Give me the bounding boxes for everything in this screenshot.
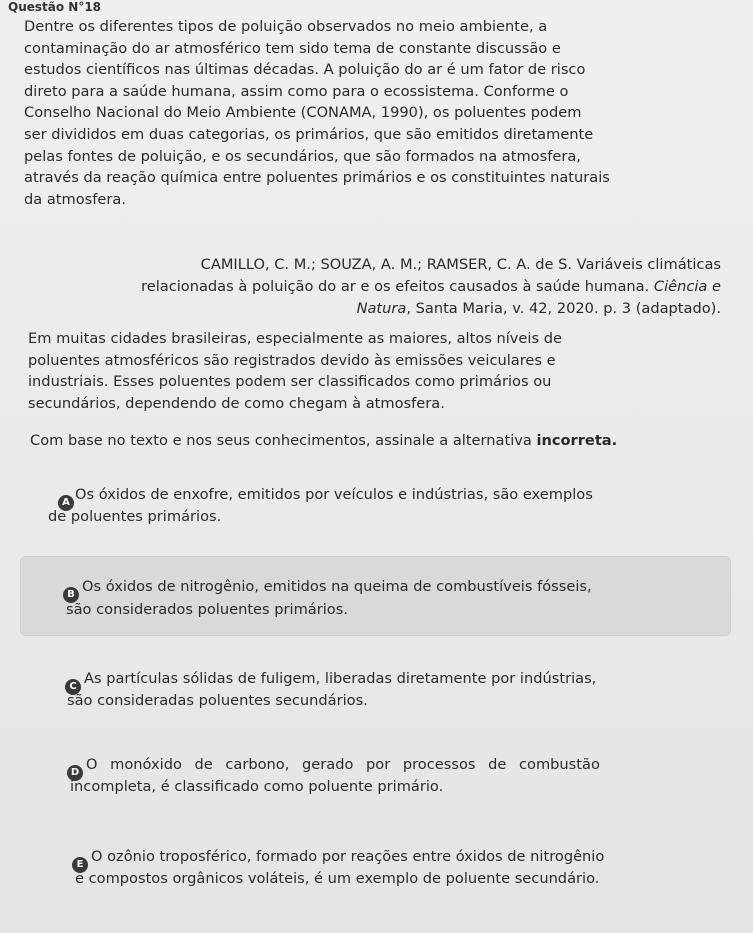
- intro-line: pelas fontes de poluição, e os secundários, que são formados na atmosfera,: [24, 147, 581, 165]
- option-line: Os óxidos de enxofre, emitidos por veículos e indústrias, são exemplos: [75, 486, 593, 503]
- option-text: [82, 576, 592, 598]
- option-text: [66, 599, 348, 621]
- reference-citation: [31, 254, 721, 320]
- context-line: industriais. Esses poluentes podem ser classificados como primários ou: [28, 373, 552, 391]
- option-line: O monóxido de carbono, gerado por processos de combustão: [86, 756, 600, 773]
- option-letter-badge: B: [63, 587, 79, 603]
- option-text: [75, 484, 593, 506]
- context-paragraph: [28, 328, 734, 414]
- option-text: [84, 668, 596, 690]
- option-letter-badge: A: [58, 495, 74, 511]
- option-text: [70, 776, 443, 798]
- option-line: As partículas sólidas de fuligem, liberadas diretamente por indústrias,: [84, 670, 597, 687]
- option-b[interactable]: [0, 556, 753, 636]
- reference-text: relacionadas à poluição do ar e os efeitos causados à saúde humana.: [141, 278, 654, 295]
- reference-line: CAMILLO, C. M.; SOUZA, A. M.; RAMSER, C. A. de S. Variáveis climáticas: [200, 256, 721, 273]
- option-d[interactable]: [0, 754, 753, 804]
- option-c[interactable]: [0, 668, 753, 718]
- context-line: secundários, dependendo de como chegam à atmosfera.: [28, 394, 445, 412]
- intro-paragraph: [24, 16, 736, 210]
- reference-journal: Ciência e: [653, 278, 721, 295]
- intro-line: Dentre os diferentes tipos de poluição observados no meio ambiente, a: [24, 18, 548, 35]
- reference-line: [31, 276, 721, 298]
- intro-line: estudos científicos nas últimas décadas. A poluição do ar é um fator de risco: [24, 61, 586, 79]
- option-text: [75, 868, 599, 890]
- option-line: Os óxidos de nitrogênio, emitidos na queima de combustíveis fósseis,: [82, 578, 592, 595]
- intro-line: ser divididos em duas categorias, os primários, que são emitidos diretamente: [24, 125, 594, 143]
- option-a[interactable]: [0, 484, 753, 534]
- option-text: [67, 690, 368, 712]
- reference-text: , Santa Maria, v. 42, 2020. p. 3 (adaptado).: [406, 300, 721, 317]
- intro-line: da atmosfera.: [24, 190, 126, 208]
- option-e[interactable]: [0, 846, 753, 896]
- question-instruction: [30, 432, 617, 449]
- instruction-emphasis: incorreta.: [536, 432, 618, 449]
- intro-line: contaminação do ar atmosférico tem sido tema de constante discussão e: [24, 39, 561, 57]
- option-line: de poluentes primários.: [48, 508, 222, 525]
- option-line: são considerados poluentes primários.: [66, 601, 348, 618]
- instruction-text: Com base no texto e nos seus conhecimentos, assinale a alternativa: [30, 432, 537, 449]
- intro-line: através da reação química entre poluentes primários e os constituintes naturais: [24, 169, 610, 187]
- context-line: Em muitas cidades brasileiras, especialmente as maiores, altos níveis de: [28, 330, 562, 347]
- option-text: [91, 846, 604, 868]
- context-line: poluentes atmosféricos são registrados devido às emissões veiculares e: [28, 351, 556, 369]
- question-title: Questão N°18: [8, 0, 102, 14]
- option-text: [86, 754, 600, 776]
- reference-line: [31, 298, 721, 320]
- option-line: O ozônio troposférico, formado por reações entre óxidos de nitrogênio: [91, 848, 605, 865]
- intro-line: direto para a saúde humana, assim como para o ecossistema. Conforme o: [24, 82, 569, 100]
- option-letter-badge: C: [65, 679, 81, 695]
- intro-line: Conselho Nacional do Meio Ambiente (CONAMA, 1990), os poluentes podem: [24, 104, 582, 122]
- option-line: e compostos orgânicos voláteis, é um exemplo de poluente secundário.: [75, 870, 600, 887]
- option-line: incompleta, é classificado como poluente primário.: [70, 778, 444, 795]
- option-line: são consideradas poluentes secundários.: [67, 692, 368, 709]
- option-letter-badge: E: [72, 857, 88, 873]
- option-letter-badge: D: [67, 765, 83, 781]
- option-text: [48, 506, 221, 528]
- reference-journal: Natura: [356, 300, 407, 317]
